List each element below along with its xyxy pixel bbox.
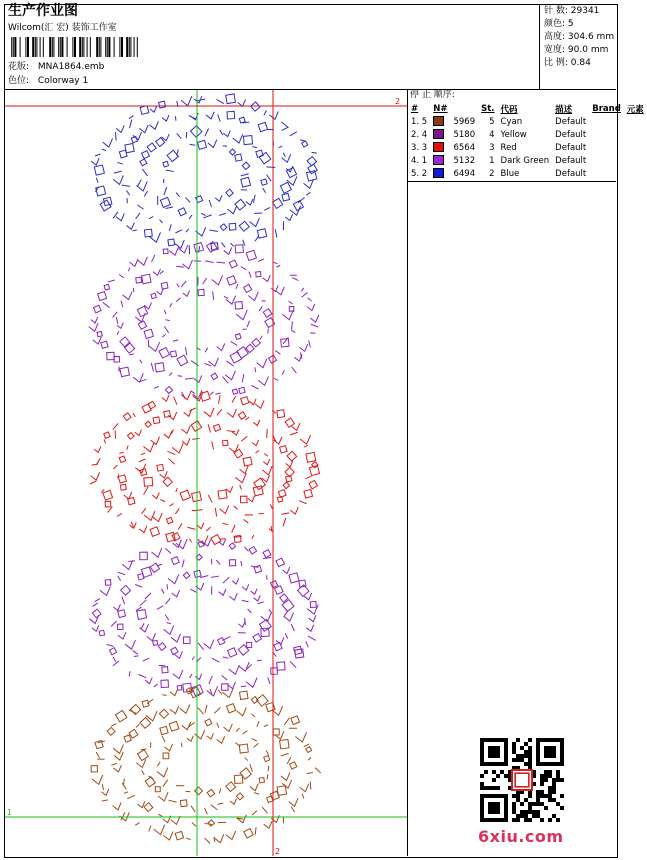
table-row bbox=[408, 128, 647, 141]
row-brand: Default bbox=[555, 129, 587, 140]
barcode-bar bbox=[25, 37, 26, 57]
row-swatch bbox=[430, 115, 450, 128]
color-swatch bbox=[433, 142, 444, 152]
row-stitches: 5969 bbox=[453, 116, 476, 127]
barcode-bar bbox=[119, 37, 120, 57]
barcode-bar bbox=[43, 37, 44, 57]
row-stitches: 5180 bbox=[453, 129, 476, 140]
guide-label-bottom: 2 bbox=[275, 847, 281, 856]
embroidery-motif bbox=[89, 539, 319, 698]
row-element bbox=[589, 115, 624, 128]
row-index: 2. 4 bbox=[411, 129, 428, 140]
color-swatch bbox=[433, 129, 444, 139]
row-brand: Default bbox=[555, 116, 587, 127]
stat-colors: 颜色: 5 bbox=[544, 19, 574, 29]
row-element bbox=[589, 128, 624, 141]
stat-stitches: 针 数: 29341 bbox=[544, 6, 600, 16]
barcode-bar bbox=[90, 37, 91, 57]
row-element bbox=[589, 141, 624, 154]
company-name: Wilcom(汇 宏) 装饰工作室 bbox=[8, 23, 117, 33]
table-row bbox=[408, 115, 647, 128]
embroidery-motif bbox=[89, 240, 319, 399]
barcode-bar bbox=[13, 37, 14, 57]
barcode-bar bbox=[96, 37, 98, 57]
row-code: 5 bbox=[489, 116, 495, 127]
watermark-site: 6xiu.com bbox=[478, 827, 564, 846]
barcode bbox=[8, 37, 143, 57]
colorway-value: Colorway 1 bbox=[37, 76, 89, 86]
stop-sequence-table bbox=[408, 102, 647, 180]
barcode-bar bbox=[35, 37, 36, 57]
row-brand: Default bbox=[555, 155, 587, 166]
barcode-bar bbox=[36, 37, 37, 57]
barcode-bar bbox=[67, 37, 68, 57]
barcode-bar bbox=[83, 37, 84, 57]
barcode-bar bbox=[134, 37, 135, 57]
row-swatch bbox=[430, 167, 450, 180]
barcode-bar bbox=[129, 37, 130, 57]
row-description: Cyan bbox=[500, 116, 523, 127]
barcode-bar bbox=[61, 37, 63, 57]
col-description: 描述 bbox=[555, 104, 573, 115]
col-swatch bbox=[450, 102, 478, 115]
design-label: 花版: bbox=[8, 62, 30, 72]
barcode-bar bbox=[107, 37, 108, 57]
col-stitches: St. bbox=[481, 103, 495, 114]
barcode-bar bbox=[40, 37, 41, 57]
sequence-bottom bbox=[407, 181, 616, 182]
barcode-bar bbox=[87, 37, 88, 57]
stat-scale: 比 例: 0.84 bbox=[544, 58, 591, 68]
table-header-row bbox=[408, 102, 647, 115]
barcode-bar bbox=[126, 37, 128, 57]
barcode-bar bbox=[137, 37, 138, 57]
sequence-divider bbox=[407, 89, 408, 856]
barcode-bar bbox=[99, 37, 100, 57]
barcode-bar bbox=[72, 37, 73, 57]
row-code: 4 bbox=[489, 129, 495, 140]
guide-label-top-right: 2 bbox=[395, 97, 401, 106]
barcode-bar bbox=[100, 37, 101, 57]
barcode-bar bbox=[14, 37, 16, 57]
barcode-bar bbox=[105, 37, 106, 57]
qr-code bbox=[480, 738, 564, 822]
barcode-bar bbox=[53, 37, 54, 57]
table-row bbox=[408, 141, 647, 154]
row-brand: Default bbox=[555, 168, 587, 179]
col-number: N# bbox=[433, 103, 448, 114]
design-row bbox=[8, 62, 104, 73]
col-element: 元素 bbox=[626, 104, 644, 115]
row-brand: Default bbox=[555, 142, 587, 153]
stitch-preview bbox=[5, 90, 407, 856]
row-code: 1 bbox=[489, 155, 495, 166]
embroidery-motif bbox=[90, 389, 323, 546]
row-code: 3 bbox=[489, 142, 495, 153]
barcode-bar bbox=[121, 37, 123, 57]
row-description: Dark Green bbox=[500, 155, 550, 166]
barcode-bar bbox=[49, 37, 51, 57]
row-stitches: 5132 bbox=[453, 155, 476, 166]
row-index: 4. 1 bbox=[411, 155, 428, 166]
color-swatch bbox=[433, 168, 444, 178]
row-description: Yellow bbox=[500, 129, 527, 140]
table-row bbox=[408, 167, 647, 180]
colorway-label: 色位: bbox=[8, 76, 30, 86]
row-index: 5. 2 bbox=[411, 168, 428, 179]
stat-height: 高度: 304.6 mm bbox=[544, 32, 615, 42]
barcode-bar bbox=[108, 37, 110, 57]
row-swatch bbox=[430, 128, 450, 141]
row-index: 1. 5 bbox=[411, 116, 428, 127]
embroidery-motif bbox=[91, 90, 320, 254]
table-row bbox=[408, 154, 647, 167]
col-brand: Brand bbox=[592, 103, 621, 114]
row-swatch bbox=[430, 154, 450, 167]
row-code: 2 bbox=[489, 168, 495, 179]
row-description: Blue bbox=[500, 168, 520, 179]
row-swatch bbox=[430, 141, 450, 154]
barcode-bar bbox=[11, 37, 12, 57]
row-stitches: 6564 bbox=[453, 142, 476, 153]
barcode-bar bbox=[130, 37, 131, 57]
stop-sequence-heading: 停 止 顺序: bbox=[410, 90, 455, 100]
barcode-bar bbox=[27, 37, 29, 57]
row-stitches: 6494 bbox=[453, 168, 476, 179]
design-value: MNA1864.emb bbox=[37, 62, 105, 72]
colorway-row bbox=[8, 76, 88, 87]
row-description: Red bbox=[500, 142, 517, 153]
barcode-bar bbox=[58, 37, 59, 57]
color-swatch bbox=[433, 116, 444, 126]
row-element bbox=[589, 154, 624, 167]
barcode-bar bbox=[82, 37, 83, 57]
guide-label-left: 1 bbox=[7, 808, 13, 817]
stat-width: 宽度: 90.0 mm bbox=[544, 45, 609, 55]
row-element bbox=[589, 167, 624, 180]
col-code: 代码 bbox=[500, 104, 518, 115]
barcode-bar bbox=[60, 37, 61, 57]
barcode-bar bbox=[79, 37, 81, 57]
embroidery-motif bbox=[88, 685, 321, 844]
col-hash: # bbox=[411, 103, 419, 114]
barcode-bar bbox=[32, 37, 34, 57]
row-index: 3. 3 bbox=[411, 142, 428, 153]
stats-divider bbox=[539, 4, 540, 89]
barcode-bar bbox=[74, 37, 76, 57]
color-swatch bbox=[433, 155, 444, 165]
page-title: 生产作业图 bbox=[8, 3, 78, 19]
barcode-bar bbox=[114, 37, 115, 57]
barcode-bar bbox=[20, 37, 21, 57]
barcode-bar bbox=[52, 37, 53, 57]
